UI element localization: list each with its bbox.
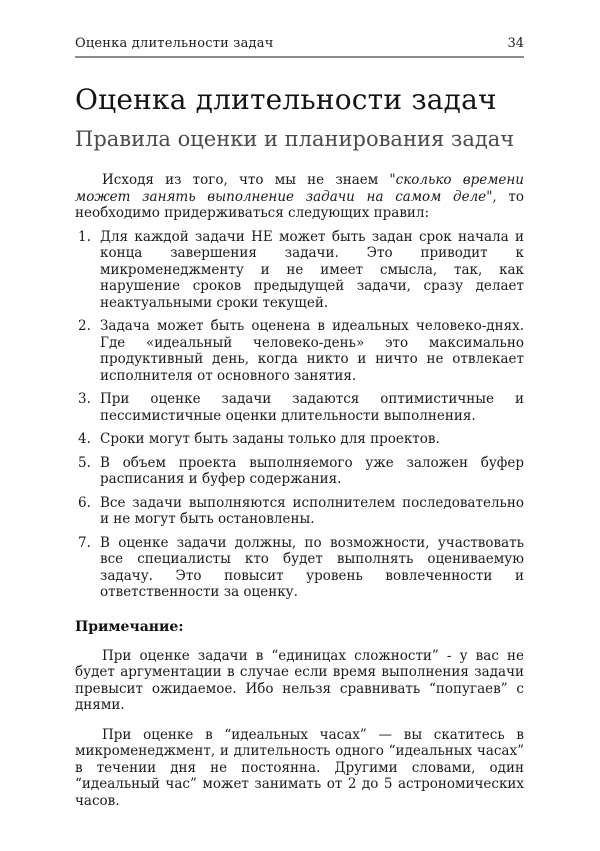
intro-paragraph bbox=[75, 172, 524, 222]
intro-text-prefix: Исходя из того, что мы не знаем " bbox=[102, 172, 396, 188]
page-number: 34 bbox=[507, 36, 524, 51]
rule-number: 6. bbox=[78, 494, 91, 511]
rule-item-6 bbox=[75, 495, 524, 528]
rule-number: 5. bbox=[78, 454, 91, 471]
note-paragraph-2: При оценке в “идеальных часах” — вы скатитесь в микроменеджмент, и длительность одного “идеальных часах” в течении дня не постоянна. Другими словами, один “идеальный час” может занимать от 2 до 5 астрономических часов. bbox=[75, 726, 524, 809]
chapter-title: Оценка длительности задач bbox=[75, 83, 497, 116]
intro-text-suffix: ", то необходимо придерживаться следующих правил: bbox=[75, 188, 524, 221]
running-title: Оценка длительности задач bbox=[75, 36, 274, 51]
rule-item-7 bbox=[75, 535, 524, 601]
rule-number: 3. bbox=[78, 391, 91, 407]
rule-text: Все задачи выполняются исполнителем последовательно и не могут быть остановлены. bbox=[100, 494, 524, 527]
rule-text: Задача может быть оценена в идеальных человеко-днях. Где «идеальный человеко-день» это максимально продуктивный день, когда никто и ничто не отвлекает исполнителя от основного занятия. bbox=[100, 318, 524, 384]
section-subtitle: Правила оценки и планирования задач bbox=[75, 127, 515, 151]
rule-text: В оценке задачи должны, по возможности, участвовать все специалисты кто будет выполнять оцениваемую задачу. Это повысит уровень вовлеченности и ответственности за оценку. bbox=[100, 534, 524, 600]
rule-text: При оценке задачи задаются оптимистичные и пессимистичные оценки длительности выполнения. bbox=[100, 391, 524, 424]
rules-list bbox=[75, 229, 524, 601]
rule-item-2 bbox=[75, 318, 524, 384]
rule-text: Сроки могут быть заданы только для проектов. bbox=[100, 431, 440, 447]
rule-text: В объем проекта выполняемого уже заложен буфер расписания и буфер содержания. bbox=[100, 454, 524, 487]
page-header bbox=[75, 36, 524, 58]
rule-item-3 bbox=[75, 391, 524, 424]
rule-number: 7. bbox=[78, 534, 91, 551]
rule-number: 1. bbox=[78, 228, 91, 245]
rule-item-5 bbox=[75, 455, 524, 488]
note-heading: Примечание: bbox=[75, 618, 184, 635]
intro-quote-italic: сколько времени может занять выполнение задачи на самом деле bbox=[75, 172, 524, 205]
rule-item-4 bbox=[75, 431, 524, 448]
note-paragraph-1: При оценке задачи в “единицах сложности” - у вас не будет аргументации в случае если время выполнения задачи превысит ожидаемое. Ибо нельзя сравнивать “попугаев” с днями. bbox=[75, 647, 524, 713]
rule-item-1 bbox=[75, 229, 524, 312]
rule-number: 4. bbox=[78, 431, 91, 447]
rule-text: Для каждой задачи НЕ может быть задан срок начала и конца завершения задачи. Это приводит к микроменеджменту и не имеет смысла, так, как нарушение сроков предыдущей задачи, сразу делает неактуальными сроки текущей. bbox=[100, 228, 524, 311]
rule-number: 2. bbox=[78, 318, 91, 334]
